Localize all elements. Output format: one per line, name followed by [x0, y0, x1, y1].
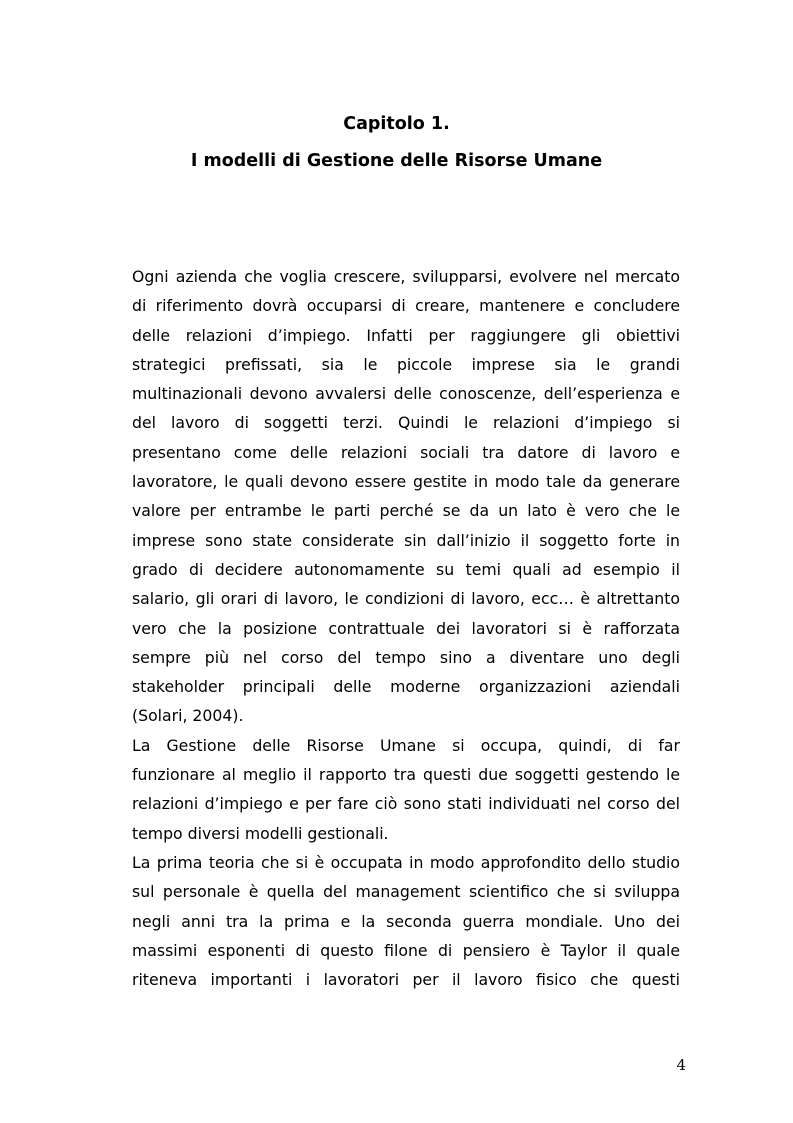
page-number: 4	[676, 1056, 686, 1074]
text-line: La prima teoria che si è occupata in modo approfondito dello studio	[132, 852, 680, 872]
text-line: (Solari, 2004).	[132, 706, 244, 726]
chapter-title: I modelli di Gestione delle Risorse Umane	[190, 151, 603, 171]
text-line: stakeholder principali delle moderne organizzazioni aziendali	[132, 677, 680, 697]
text-line: lavoratore, le quali devono essere gestite in modo tale da generare	[132, 472, 680, 492]
text-line: imprese sono state considerate sin dall’inizio il soggetto forte in	[132, 530, 680, 550]
text-line: massimi esponenti di questo filone di pensiero è Taylor il quale	[132, 940, 680, 960]
text-line: del lavoro di soggetti terzi. Quindi le relazioni d’impiego si	[132, 413, 680, 433]
text-line: La Gestione delle Risorse Umane si occupa, quindi, di far	[132, 735, 680, 755]
text-line: Ogni azienda che voglia crescere, svilupparsi, evolvere nel mercato	[132, 267, 680, 286]
text-line: multinazionali devono avvalersi delle conoscenze, dell’esperienza e	[132, 384, 680, 404]
text-line: sempre più nel corso del tempo sino a diventare uno degli	[132, 647, 680, 667]
text-line: sul personale è quella del management scientifico che si sviluppa	[132, 882, 680, 902]
text-line: funzionare al meglio il rapporto tra questi due soggetti gestendo le	[132, 765, 680, 785]
chapter-number: Capitolo 1.	[343, 114, 450, 134]
text-line: delle relazioni d’impiego. Infatti per raggiungere gli obiettivi	[132, 325, 680, 345]
text-line: riteneva importanti i lavoratori per il lavoro fisico che questi	[132, 970, 680, 990]
paragraph-1	[132, 262, 680, 731]
paragraph-3	[132, 848, 680, 994]
text-line: valore per entrambe le parti perché se da un lato è vero che le	[132, 501, 680, 521]
text-line: tempo diversi modelli gestionali.	[132, 823, 389, 843]
text-line: di riferimento dovrà occuparsi di creare, mantenere e concludere	[132, 296, 680, 316]
text-line: grado di decidere autonomamente su temi quali ad esempio il	[132, 559, 680, 579]
text-line: salario, gli orari di lavoro, le condizioni di lavoro, ecc… è altrettanto	[132, 589, 680, 609]
body-text	[132, 262, 680, 994]
text-line: negli anni tra la prima e la seconda guerra mondiale. Uno dei	[132, 911, 680, 931]
paragraph-2	[132, 731, 680, 848]
text-line: vero che la posizione contrattuale dei lavoratori si è rafforzata	[132, 618, 680, 638]
text-line: presentano come delle relazioni sociali tra datore di lavoro e	[132, 442, 680, 462]
text-line: strategici prefissati, sia le piccole imprese sia le grandi	[132, 354, 680, 374]
text-line: relazioni d’impiego e per fare ciò sono stati individuati nel corso del	[132, 794, 680, 814]
